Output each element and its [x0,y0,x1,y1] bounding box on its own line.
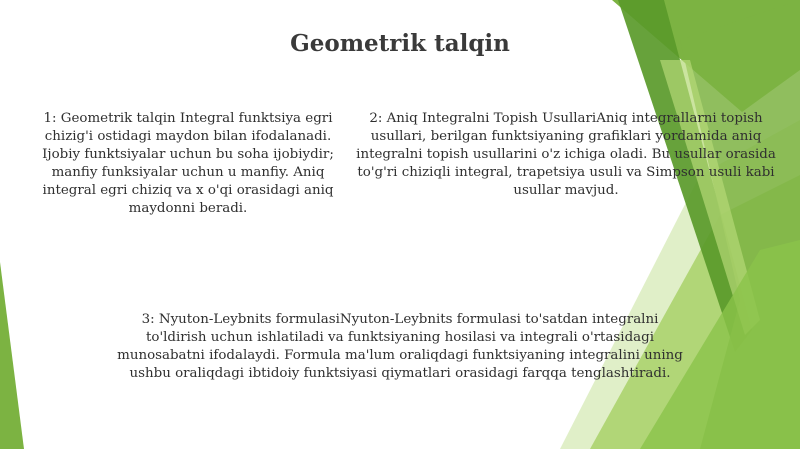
deco-shape-left-edge [0,262,24,449]
text-block-finding-methods: 2: Aniq Integralni Topish UsullariAniq integrallarni topish usullari, berilgan funktsiyaning grafiklari yordamida aniq integralni topish usullarini o'z ichiga oladi. Bu usullar orasida to'g'ri chiziqli integral, trapetsiya usuli va Simpson usuli kabi usullar mavjud. [356,111,776,198]
slide-title: Geometrik talqin [290,30,510,57]
text-block-geometric-interpretation: 1: Geometrik talqin Integral funktsiya egri chizig'i ostidagi maydon bilan ifodalanadi. Ijobiy funktsiyalar uchun bu soha ijobiydir; manfiy funksiyalar uchun u manfiy. Aniq integral egri chiziq va x o'qi orasidagi aniq maydonni beradi. [42,111,334,216]
text-block-newton-leibniz: 3: Nyuton-Leybnits formulasiNyuton-Leybnits formulasi to'satdan integralni to'ldirish uchun ishlatiladi va funktsiyaning hosilasi va integrali o'rtasidagi munosabatni ifodalaydi. Formula ma'lum oraliqdagi funktsiyaning integralini uning ushbu oraliqdagi ibtidoiy funktsiyasi qiymatlari orasidagi farqqa tenglashtiradi. [117,312,683,381]
